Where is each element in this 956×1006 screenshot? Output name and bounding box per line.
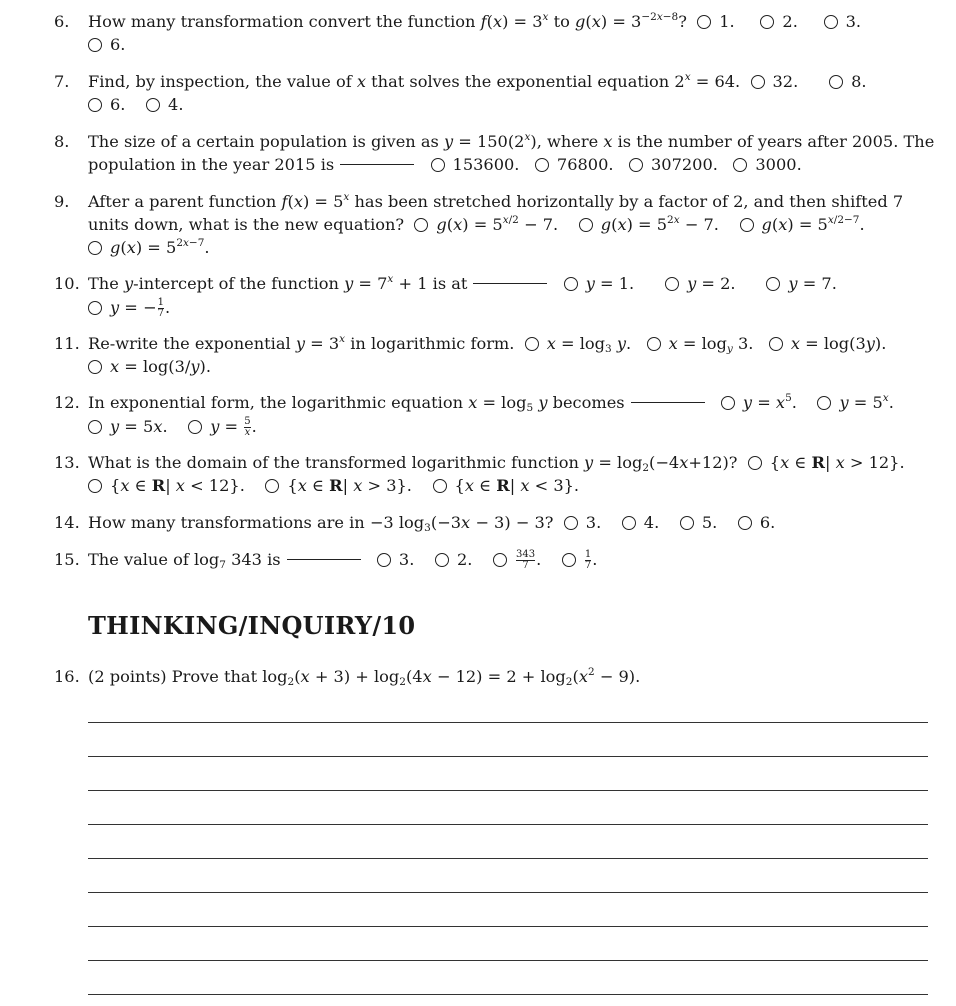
option-radio[interactable]: [564, 516, 578, 530]
question-number: 16.: [54, 667, 80, 686]
option-radio[interactable]: [766, 277, 780, 291]
option-radio[interactable]: [760, 15, 774, 29]
option-radio[interactable]: [431, 158, 445, 172]
option-radio[interactable]: [562, 553, 576, 567]
answer-blank: [287, 559, 361, 560]
answer-line[interactable]: [88, 960, 928, 961]
option-radio[interactable]: [622, 516, 636, 530]
question-number: 9.: [54, 192, 70, 211]
option-radio[interactable]: [525, 337, 539, 351]
question-number: 7.: [54, 72, 70, 91]
option-radio[interactable]: [414, 218, 428, 232]
answer-line[interactable]: [88, 722, 928, 723]
option-radio[interactable]: [88, 420, 102, 434]
question-number: 15.: [54, 550, 80, 569]
option-radio[interactable]: [751, 75, 765, 89]
answer-blank: [631, 402, 705, 403]
option-radio[interactable]: [579, 218, 593, 232]
option-radio[interactable]: [748, 456, 762, 470]
option-radio[interactable]: [535, 158, 549, 172]
option-radio[interactable]: [377, 553, 391, 567]
option-radio[interactable]: [697, 15, 711, 29]
answer-line[interactable]: [88, 824, 928, 825]
option-radio[interactable]: [88, 38, 102, 52]
question-number: 6.: [54, 12, 70, 31]
option-radio[interactable]: [740, 218, 754, 232]
option-radio[interactable]: [433, 479, 447, 493]
option-radio[interactable]: [647, 337, 661, 351]
option-radio[interactable]: [817, 396, 831, 410]
option-radio[interactable]: [265, 479, 279, 493]
option-radio[interactable]: [146, 98, 160, 112]
option-radio[interactable]: [738, 516, 752, 530]
question-number: 14.: [54, 513, 80, 532]
answer-line[interactable]: [88, 994, 928, 995]
option-radio[interactable]: [435, 553, 449, 567]
answer-line[interactable]: [88, 858, 928, 859]
question-number: 11.: [54, 334, 80, 353]
option-radio[interactable]: [721, 396, 735, 410]
option-radio[interactable]: [733, 158, 747, 172]
answer-line[interactable]: [88, 892, 928, 893]
option-radio[interactable]: [188, 420, 202, 434]
question-number: 12.: [54, 393, 80, 412]
option-radio[interactable]: [680, 516, 694, 530]
answer-blank: [340, 164, 414, 165]
question-number: 10.: [54, 274, 80, 293]
option-radio[interactable]: [769, 337, 783, 351]
option-radio[interactable]: [88, 360, 102, 374]
answer-blank: [473, 283, 547, 284]
option-radio[interactable]: [88, 301, 102, 315]
option-radio[interactable]: [88, 98, 102, 112]
section-heading: THINKING/INQUIRY/10: [88, 611, 416, 640]
option-radio[interactable]: [493, 553, 507, 567]
option-radio[interactable]: [824, 15, 838, 29]
option-radio[interactable]: [564, 277, 578, 291]
option-radio[interactable]: [88, 479, 102, 493]
option-radio[interactable]: [629, 158, 643, 172]
answer-line[interactable]: [88, 926, 928, 927]
option-radio[interactable]: [88, 241, 102, 255]
option-radio[interactable]: [829, 75, 843, 89]
answer-line[interactable]: [88, 790, 928, 791]
question-number: 13.: [54, 453, 80, 472]
answer-line[interactable]: [88, 756, 928, 757]
question-number: 8.: [54, 132, 70, 151]
option-radio[interactable]: [665, 277, 679, 291]
